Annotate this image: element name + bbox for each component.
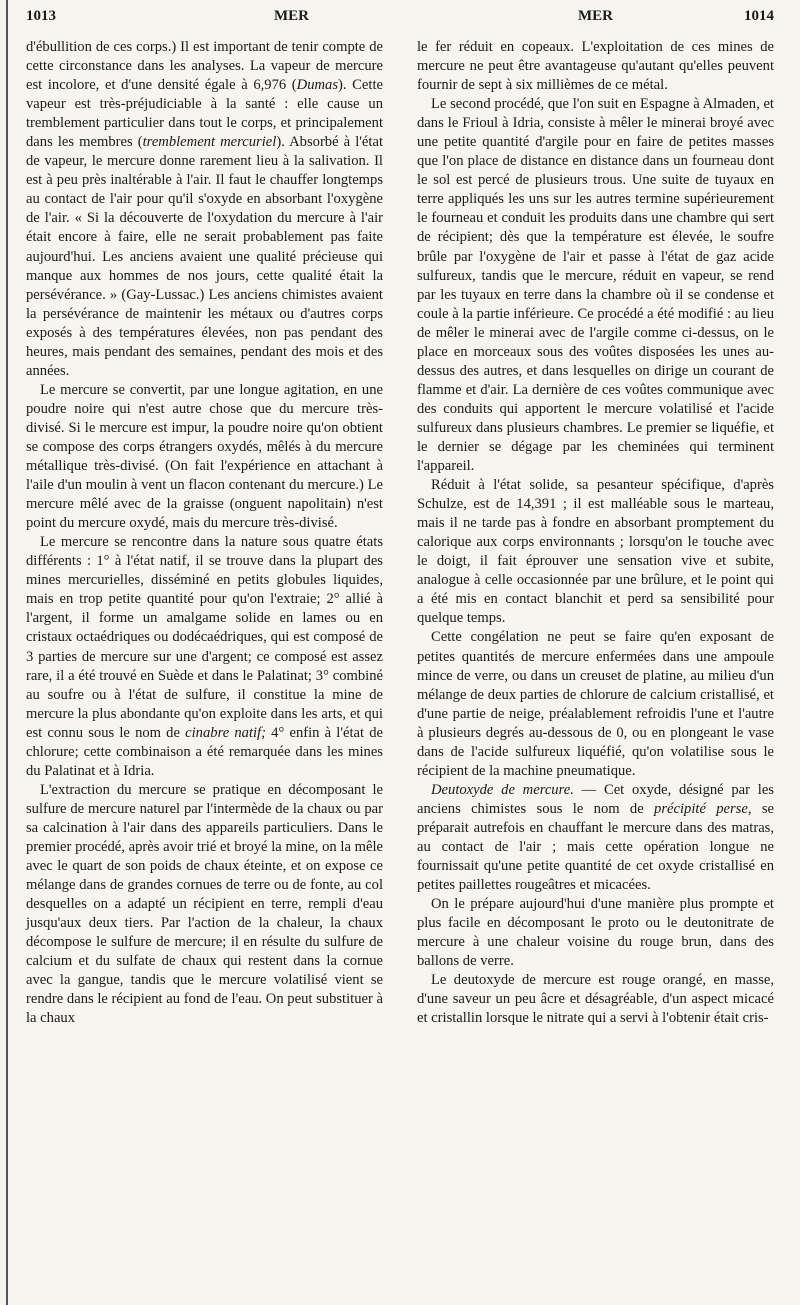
paragraph: L'extraction du mercure se pratique en décomposant le sulfure de mercure naturel par l'intermède de la chaux ou par sa calcination à l'air dans des appareils particuliers. Dans le premier procédé, après avoir trié et broyé la mine, on la mêle avec le quart de son poids de chaux éteinte, et on expose ce mélange dans de grandes cornues de terre ou de fonte, au col desquelles on a adapté un récipient en terre, rempli d'eau jusqu'aux deux tiers. Par l'action de la chaleur, la chaux décompose le sulfure de mercure; il en résulte du sulfure de calcium et du sulfate de chaux qui restent dans la cornue avec la gangue, tandis que le mercure volatilisé vient se rendre dans le récipient au fond de l'eau. On peut substituer à la chaux [26,781,383,1027]
left-running-title: MER [274,8,309,24]
paragraph: Le mercure se convertit, par une longue agitation, en une poudre noire qui n'est autre chose que du mercure très-divisé. Si le mercure est impur, la poudre noire qu'on obtient se compose des corps étrangers oxydés, mêlés à du mercure métallique très-divisé. (On fait l'expérience en attachant à l'aile d'un moulin à vent un flacon contenant du mercure.) Le mercure mêlé avec de la graisse (onguent napolitain) n'est point du mercure oxydé, mais du mercure très-divisé. [26,381,383,532]
paragraph: le fer réduit en copeaux. L'exploitation de ces mines de mercure ne peut être avantageuse qu'autant qu'elles peuvent fournir de sept à six millièmes de ce métal. [417,39,774,94]
page-edge-rule [6,0,8,1305]
paragraph: Le mercure se rencontre dans la nature sous quatre états différents : 1° à l'état natif, il se trouve dans la plupart des mines mercurielles, disséminé en petits globules liquides, mais en trop petite quantité pour qu'on l'extraie; 2° allié à l'argent, il forme un amalgame solide en lames ou en cristaux octaédriques ou dodécaédriques, qui est composé de 3 parties de mercure sur une d'argent; ce composé est assez rare, il a été trouvé en Suède et dans le Palatinat; 3° combiné au soufre ou à l'état de sulfure, il constitue la mine de mercure la plus abondante qu'on exploite dans les arts, et qui est connu sous le nom de cinabre natif; 4° enfin à l'état de chlorure; cette combinaison a été remarquée dans les mines du Palatinat et à Idria. [26,534,383,779]
running-header [26,8,774,30]
paragraph: d'ébullition de ces corps.) Il est important de tenir compte de cette circonstance dans les analyses. La vapeur de mercure est incolore, et d'une densité égale à 6,976 (Dumas). Cette vapeur est très-préjudiciable à la santé : elle cause un tremblement particulier dans tout le corps, et principalement dans les membres (tremblement mercuriel). Absorbé à l'état de vapeur, le mercure donne rarement lieu à la salivation. Il est à peu près inaltérable à l'air. Il faut le chauffer longtemps au contact de l'air pour qu'il s'oxyde en absorbant l'oxygène de l'air. « Si la découverte de l'oxydation du mercure à l'air était encore à faire, elle ne serait probablement pas faite aujourd'hui. Les anciens avaient une qualité précieuse qui manque aux hommes de nos jours, cette qualité était la persévérance. » (Gay-Lussac.) Les anciens chimistes avaient la persévérance de maintenir les métaux ou d'autres corps exposés à des températures élevées, non pas pendant des heures, mais pendant des semaines, pendant des mois et des années. [26,39,384,379]
paragraph: Cette congélation ne peut se faire qu'en exposant de petites quantités de mercure enfermées dans une ampoule mince de verre, ou dans un creuset de platine, au milieu d'un mélange de deux parties de chlorure de calcium cristallisé, et d'une partie de neige, préalablement refroidis l'une et l'autre à plusieurs degrés au-dessous de 0, ou en plongeant le vase dans de l'acide sulfureux liquéfié, qu'on volatilise sous le récipient de la machine pneumatique. [417,629,774,779]
paragraph: Deutoxyde de mercure. — Cet oxyde, désigné par les anciens chimistes sous le nom de précipité perse, se préparait autrefois en chauffant le mercure dans des matras, au contact de l'air ; mais cette opération longue ne fournissait qu'une petite quantité de cet oxyde cristallisé en petites paillettes rougeâtres et micacées. [417,781,774,894]
right-column [417,38,774,1028]
left-column [26,38,383,1028]
paragraph: Le second procédé, que l'on suit en Espagne à Almaden, et dans le Frioul à Idria, consiste à mêler le minerai broyé avec une petite quantité d'argile pour en faire de petites masses que l'on place de distance en distance dans un fourneau dont le sol est percé de plusieurs trous. Une suite de tuyaux en terre appliqués les uns sur les autres termine supérieurement le fourneau et conduit les produits dans une chambre qui sert de récipient; dès que la température est élevée, le soufre brûle par l'oxygène de l'air et passe à l'état de gaz acide sulfureux, tandis que le mercure, réduit en vapeur, se rend par les tuyaux en terre dans la chambre où il se condense et coule à la partie inférieure. Ce procédé a été modifié : au lieu de mêler le minerai avec de l'argile comme ci-dessus, on le place en morceaux sous des voûtes disposées les unes au-dessus des autres, et dans lesquelles on dirige un courant de flamme et d'air. La dernière de ces voûtes communique avec des conduits qui apportent le mercure volatilisé et l'acide sulfureux dans plusieurs chambres. Le premier se liquéfie, et le dernier se dégage par les cheminées qui terminent l'appareil. [417,96,774,475]
right-running-title: MER [578,8,613,24]
paragraph: Réduit à l'état solide, sa pesanteur spécifique, d'après Schulze, est de 14,391 ; il est malléable sous le marteau, mais il ne tarde pas à fondre en absorbant promptement du calorique aux corps environnants ; lorsqu'on le touche avec le doigt, il fait éprouver une sensation vive et subite, analogue à celle occasionnée par une brûlure, et le point qui a été mis en contact blanchit et perd sa sensibilité pour quelque temps. [417,477,774,627]
right-page-number: 1014 [744,8,774,24]
paragraph: Le deutoxyde de mercure est rouge orangé, en masse, d'une saveur un peu âcre et désagréable, d'un aspect micacé et cristallin lorsque le nitrate qui a servi à l'obtenir était cris- [417,972,774,1027]
left-page-number: 1013 [26,8,56,24]
paragraph: On le prépare aujourd'hui d'une manière plus prompte et plus facile en décomposant le proto ou le deutonitrate de mercure à une chaleur voisine du rouge brun, dans des ballons de verre. [417,896,774,970]
